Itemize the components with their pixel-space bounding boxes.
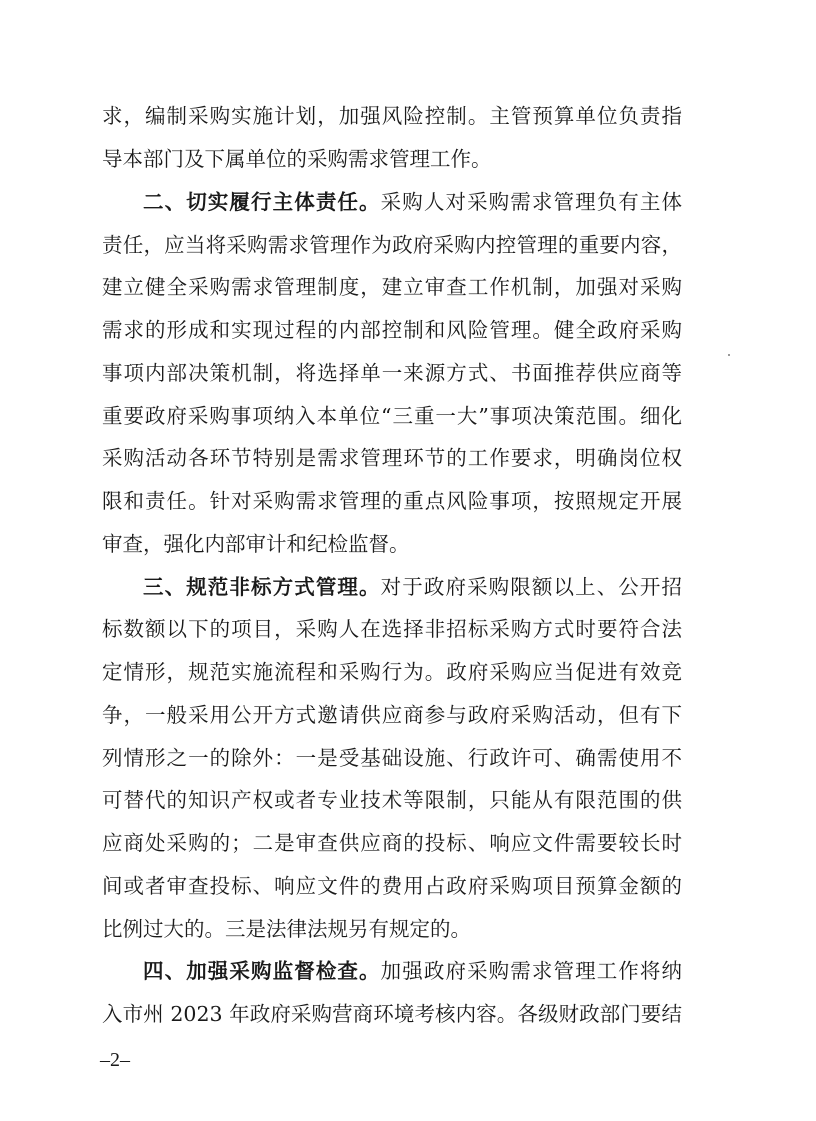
section-heading-line-2 bbox=[143, 190, 682, 214]
section-heading-2: 二、切实履行主体责任。 bbox=[143, 190, 381, 214]
section-heading-body: 采购人对采购需求管理负有主体 bbox=[380, 190, 682, 214]
paragraph-line: 间或者审查投标、响应文件的费用占政府采购项目预算金额的 bbox=[102, 874, 682, 898]
section-heading-body: 加强政府采购需求管理工作将纳 bbox=[380, 959, 682, 983]
paragraph-line: 比例过大的。三是法律法规另有规定的。 bbox=[102, 917, 471, 941]
section-heading-line-4 bbox=[143, 959, 682, 983]
paragraph-line: 限和责任。针对采购需求管理的重点风险事项，按照规定开展 bbox=[102, 489, 682, 513]
paragraph-line: 需求的形成和实现过程的内部控制和风险管理。健全政府采购 bbox=[102, 318, 682, 342]
paragraph-line: 审查，强化内部审计和纪检监督。 bbox=[102, 532, 410, 556]
scan-speck bbox=[728, 354, 730, 356]
paragraph-line: 可替代的知识产权或者专业技术等限制，只能从有限范围的供 bbox=[102, 788, 682, 812]
paragraph-line: 责任，应当将采购需求管理作为政府采购内控管理的重要内容， bbox=[102, 233, 682, 257]
paragraph-line: 建立健全采购需求管理制度，建立审查工作机制，加强对采购 bbox=[102, 275, 682, 299]
paragraph-line: 求，编制采购实施计划，加强风险控制。主管预算单位负责指 bbox=[102, 104, 682, 128]
section-heading-4: 四、加强采购监督检查。 bbox=[143, 959, 381, 983]
paragraph-line: 采购活动各环节特别是需求管理环节的工作要求，明确岗位权 bbox=[102, 446, 682, 470]
paragraph-line: 重要政府采购事项纳入本单位“三重一大”事项决策范围。细化 bbox=[102, 404, 682, 428]
section-heading-body: 对于政府采购限额以上、公开招 bbox=[380, 575, 682, 599]
page-number: –2– bbox=[100, 1049, 130, 1071]
paragraph-line: 应商处采购的；二是审查供应商的投标、响应文件需要较长时 bbox=[102, 831, 682, 855]
paragraph-line: 争，一般采用公开方式邀请供应商参与政府采购活动，但有下 bbox=[102, 703, 682, 727]
section-heading-3: 三、规范非标方式管理。 bbox=[143, 575, 381, 599]
paragraph-line: 事项内部决策机制，将选择单一来源方式、书面推荐供应商等 bbox=[102, 361, 682, 385]
paragraph-line: 定情形，规范实施流程和采购行为。政府采购应当促进有效竞 bbox=[102, 660, 682, 684]
paragraph-line: 标数额以下的项目，采购人在选择非招标采购方式时要符合法 bbox=[102, 617, 682, 641]
paragraph-line: 入市州 2023 年政府采购营商环境考核内容。各级财政部门要结 bbox=[102, 1002, 682, 1026]
paragraph-line: 导本部门及下属单位的采购需求管理工作。 bbox=[102, 147, 492, 171]
paragraph-line: 列情形之一的除外：一是受基础设施、行政许可、确需使用不 bbox=[102, 746, 682, 770]
section-heading-line-3 bbox=[143, 575, 682, 599]
